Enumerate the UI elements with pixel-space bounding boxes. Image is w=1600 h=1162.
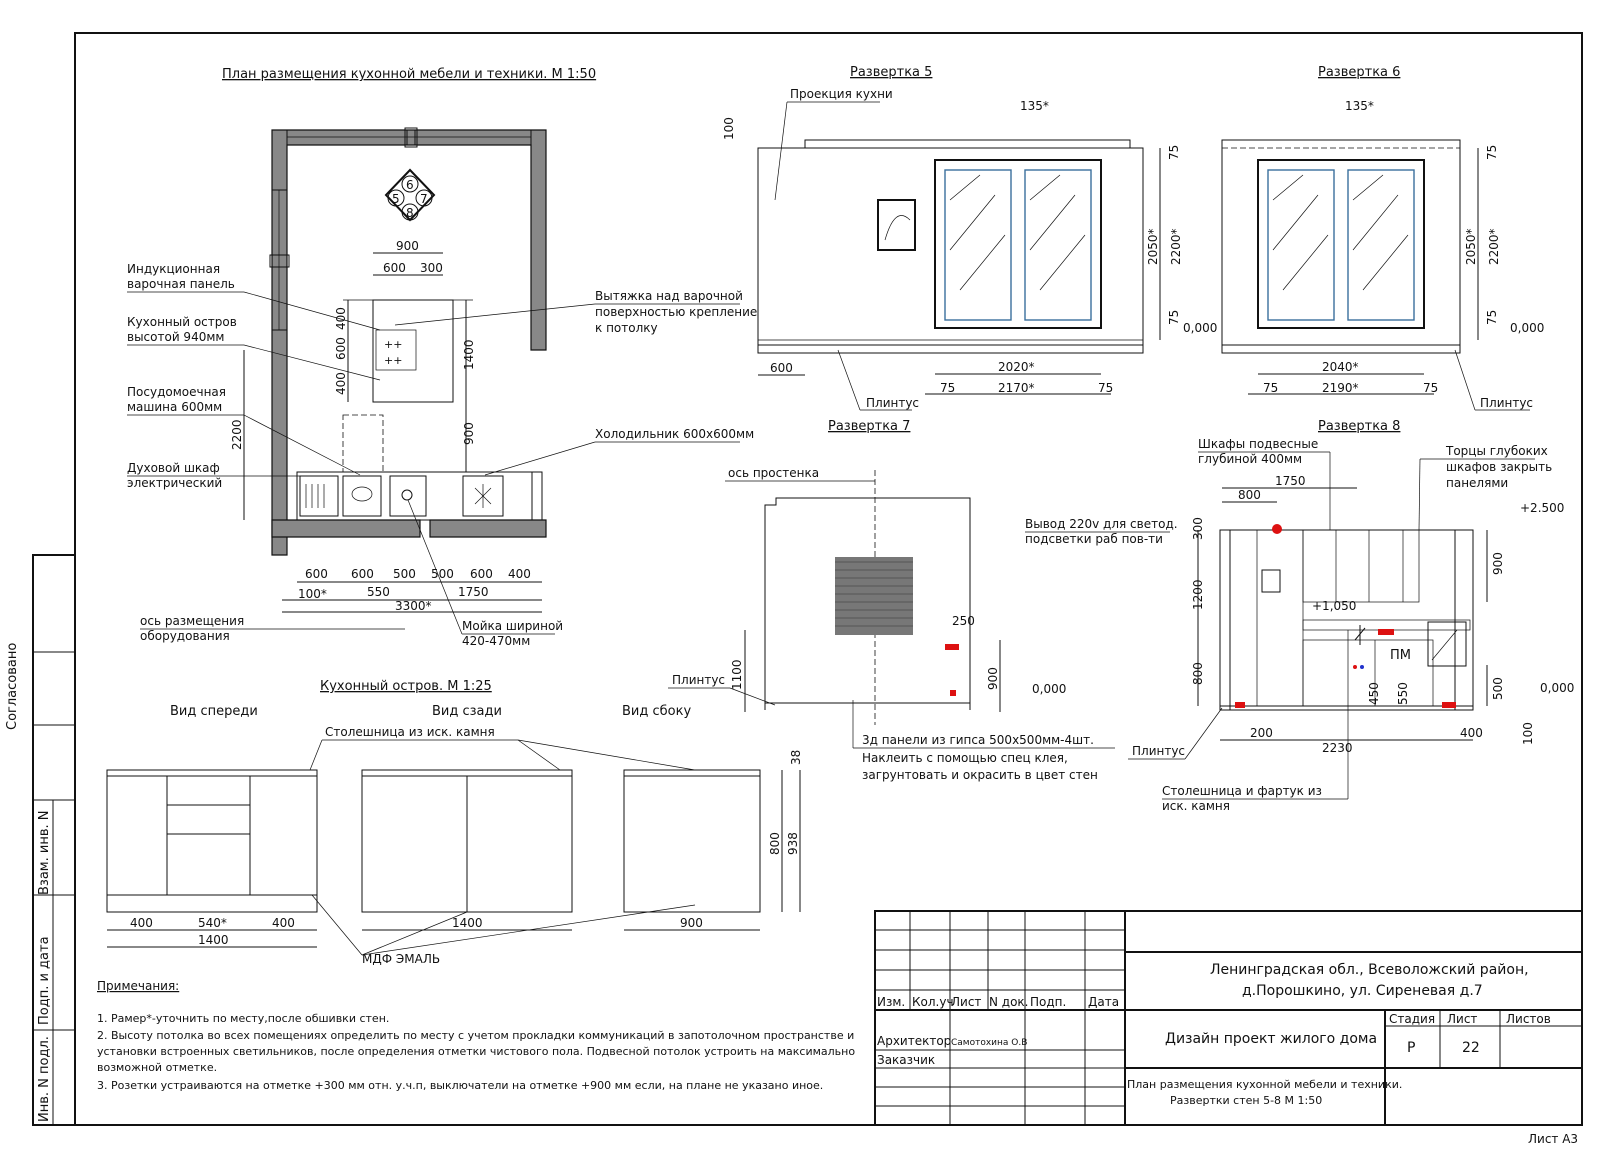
razv8-cab-1: Шкафы подвесные — [1198, 437, 1319, 451]
plan-label-hob-2: варочная панель — [127, 277, 235, 291]
island-d540: 540* — [198, 916, 227, 930]
razv5-d2020: 2020* — [998, 360, 1035, 374]
razv5-d2050: 2050* — [1146, 228, 1160, 265]
razv5-d75a: 75 — [1167, 144, 1181, 160]
plan-dim-100: 100* — [298, 587, 327, 601]
plan-wall-bottom — [272, 520, 420, 537]
notes-item-1: 1. Рамер*-уточнить по месту,после обшивки стен. — [97, 1012, 390, 1025]
plan-label-hob-1: Индукционная — [127, 262, 221, 276]
razv5-d2170: 2170* — [998, 381, 1035, 395]
plan-label-hood-2: поверхностью крепление — [595, 305, 758, 319]
razv8-d300: 300 — [1191, 517, 1205, 540]
razv8-d800v: 800 — [1191, 662, 1205, 685]
island-d400b: 400 — [272, 916, 295, 930]
stamp-drawing-1: План размещения кухонной мебели и техники. — [1127, 1078, 1403, 1091]
stamp-architect: Архитектор — [877, 1034, 952, 1048]
plan-dim-600: 600 — [383, 261, 406, 275]
razv8-counter-1: Столешница и фартук из — [1162, 784, 1322, 798]
razv8-level-top: +2.500 — [1520, 501, 1565, 515]
razv8-ends-3: панелями — [1446, 476, 1509, 490]
island-d800: 800 — [768, 832, 782, 855]
razv7-axis: ось простенка — [728, 466, 820, 480]
razv8-plinth: Плинтус — [1132, 744, 1186, 758]
razv6-title: Развертка 6 — [1318, 65, 1401, 80]
razv6-d75b: 75 — [1485, 309, 1499, 325]
stamp-sheet-label: Лист — [1447, 1012, 1478, 1026]
razv8-d900: 900 — [1491, 552, 1505, 575]
notes-item-4: возможной отметке. — [97, 1061, 218, 1074]
island-label-top: Столешница из иск. камня — [325, 725, 495, 739]
island-label-mdf: МДФ ЭМАЛЬ — [362, 952, 441, 966]
stamp-architect-name: Самотохина О.В — [951, 1038, 1028, 1048]
stamp-h-list: Лист — [951, 995, 982, 1009]
plan-title: План размещения кухонной мебели и техники. М 1:50 — [222, 67, 597, 82]
razv8-d2230: 2230 — [1322, 741, 1353, 755]
plan-dim-b2: 600 — [351, 567, 374, 581]
razv6-d75a: 75 — [1485, 144, 1499, 160]
marker-7: 7 — [420, 192, 428, 206]
razv8-out-1: Вывод 220v для светод. — [1025, 517, 1178, 531]
plan-dim-1400: 1400 — [462, 339, 476, 370]
plan-label-axis-2: оборудования — [140, 629, 230, 643]
plan-walls — [272, 130, 546, 555]
plan-dim-550: 550 — [367, 585, 390, 599]
razv8-ends-2: шкафов закрыть — [1446, 460, 1553, 474]
notes-item-2: 2. Высоту потолка во всех помещениях определить по месту с учетом прокладки коммуникаций в запотолочном пространстве и — [97, 1029, 855, 1042]
razv7-level: 0,000 — [1032, 682, 1067, 696]
razv8-title: Развертка 8 — [1318, 419, 1401, 434]
razv5-plinth: Плинтус — [866, 396, 920, 410]
plan-label-sink-1: Мойка шириной — [462, 619, 564, 633]
plan-label-fridge: Холодильник 600х600мм — [595, 427, 755, 441]
stamp-h-data: Дата — [1088, 995, 1120, 1009]
stamp-h-podp: Подп. — [1030, 995, 1067, 1009]
razv5-d2200: 2200* — [1169, 228, 1183, 265]
razv8-cab-2: глубиной 400мм — [1198, 452, 1303, 466]
title-block — [875, 911, 1582, 1125]
plan-label-oven-1: Духовой шкаф — [127, 461, 220, 475]
island-view-back: Вид сзади — [432, 704, 502, 719]
razv7 — [668, 419, 1115, 782]
razv5-title: Развертка 5 — [850, 65, 933, 80]
razv7-d900: 900 — [986, 667, 1000, 690]
razv5-proj: Проекция кухни — [790, 87, 893, 101]
stamp-h-kol: Кол.уч — [912, 995, 954, 1009]
razv6-d75d: 75 — [1423, 381, 1439, 395]
plan-dim-3300: 3300* — [395, 599, 432, 613]
plan-wall-bottom2 — [430, 520, 546, 537]
island-d38: 38 — [789, 749, 803, 765]
razv8-d1750: 1750 — [1275, 474, 1306, 488]
razv5-d100: 100 — [722, 117, 736, 140]
stamp-sheet: 22 — [1462, 1040, 1480, 1056]
island-d400a: 400 — [130, 916, 153, 930]
stamp-h-izm: Изм. — [877, 995, 906, 1009]
razv7-panel-3: загрунтовать и окрасить в цвет стен — [862, 768, 1098, 782]
razv8 — [1025, 419, 1574, 813]
plan-dim-900v: 900 — [462, 422, 476, 445]
marker-6: 6 — [406, 178, 414, 192]
razv8-d100: 100 — [1521, 722, 1535, 745]
razv6-d75c: 75 — [1263, 381, 1279, 395]
plan-label-island-2: высотой 940мм — [127, 330, 225, 344]
plan-dim-2200: 2200 — [230, 419, 244, 450]
plan-elevation-markers — [386, 170, 434, 220]
plan-dim-v600: 600 — [334, 337, 348, 360]
razv8-d1200: 1200 — [1191, 579, 1205, 610]
island-d1400b: 1400 — [452, 916, 483, 930]
plan-dim-b4: 500 — [431, 567, 454, 581]
island-view-side: Вид сбоку — [622, 704, 692, 719]
plan-dim-b6: 400 — [508, 567, 531, 581]
razv5-d600: 600 — [770, 361, 793, 375]
svg-text:++: ++ — [384, 338, 403, 351]
plan-label-hood-3: к потолку — [595, 321, 658, 335]
island-d1400a: 1400 — [198, 933, 229, 947]
notes-item-5: 3. Розетки устраиваются на отметке +300 мм отн. у.ч.п, выключатели на отметке +900 мм если, на плане не указано иное. — [97, 1079, 824, 1092]
plan-label-sink-2: 420-470мм — [462, 634, 531, 648]
razv8-counter-2: иск. камня — [1162, 799, 1230, 813]
razv7-panel-2: Наклеить с помощью спец клея, — [862, 751, 1068, 765]
razv6-d135: 135* — [1345, 99, 1374, 113]
side-inv-n: Взам. инв. N — [37, 810, 52, 895]
plan-dim-v400a: 400 — [334, 307, 348, 330]
stamp-drawing-2: Развертки стен 5-8 М 1:50 — [1170, 1094, 1323, 1107]
razv8-ends-1: Торцы глубоких — [1446, 444, 1548, 458]
stamp-stage-label: Стадия — [1389, 1012, 1436, 1026]
razv6-d2040: 2040* — [1322, 360, 1359, 374]
stamp-address-1: Ленинградская обл., Всеволожский район, — [1210, 962, 1529, 978]
plan-island — [373, 300, 453, 402]
razv8-d400: 400 — [1460, 726, 1483, 740]
marker-5: 5 — [392, 192, 400, 206]
plan-label-hood-1: Вытяжка над варочной — [595, 289, 743, 303]
notes-item-3: установки встроенных светильников, после определения отметки чистового пола. Подвесной потолок устроить на максимально — [97, 1045, 856, 1058]
island-title: Кухонный остров. М 1:25 — [320, 679, 492, 694]
razv6-d2190: 2190* — [1322, 381, 1359, 395]
razv5-d75c: 75 — [940, 381, 956, 395]
razv6-plinth: Плинтус — [1480, 396, 1534, 410]
stamp-h-ndok: N док. — [989, 995, 1029, 1009]
side-agreed: Согласовано — [5, 642, 20, 730]
razv8-d550: 550 — [1396, 682, 1410, 705]
plan-dim-b3: 500 — [393, 567, 416, 581]
plan-label-dw-2: машина 600мм — [127, 400, 223, 414]
razv7-title: Развертка 7 — [828, 419, 911, 434]
stamp-client: Заказчик — [877, 1053, 936, 1067]
plan-label-dw-1: Посудомоечная — [127, 385, 226, 399]
razv8-level-0: 0,000 — [1540, 681, 1575, 695]
razv6 — [1222, 65, 1544, 410]
stamp-stage: Р — [1407, 1040, 1416, 1056]
plan-dim-b5: 600 — [470, 567, 493, 581]
stamp-project: Дизайн проект жилого дома — [1165, 1031, 1378, 1047]
razv6-d2200: 2200* — [1487, 228, 1501, 265]
side-sign: Подп. и дата — [37, 936, 52, 1025]
plan-dim-1750: 1750 — [458, 585, 489, 599]
razv5-d135: 135* — [1020, 99, 1049, 113]
razv5-d75b: 75 — [1167, 309, 1181, 325]
kitchen-plan — [127, 67, 757, 648]
razv5 — [722, 65, 1217, 410]
razv8-level-mid: +1,050 — [1312, 599, 1357, 613]
island-views — [107, 679, 803, 966]
razv8-d500: 500 — [1491, 677, 1505, 700]
razv8-d200: 200 — [1250, 726, 1273, 740]
sheet-format: Лист А3 — [1528, 1132, 1579, 1146]
plan-dim-900: 900 — [396, 239, 419, 253]
razv7-plinth: Плинтус — [672, 673, 726, 687]
razv7-d250: 250 — [952, 614, 975, 628]
notes-title: Примечания: — [97, 979, 180, 993]
island-d900: 900 — [680, 916, 703, 930]
plan-label-island-1: Кухонный остров — [127, 315, 237, 329]
notes — [97, 979, 855, 1092]
razv5-level: 0,000 — [1183, 321, 1218, 335]
razv6-d2050: 2050* — [1464, 228, 1478, 265]
razv8-d800: 800 — [1238, 488, 1261, 502]
island-d938: 938 — [786, 832, 800, 855]
plan-dim-v400b: 400 — [334, 372, 348, 395]
razv7-d1100: 1100 — [730, 659, 744, 690]
plan-dim-300: 300 — [420, 261, 443, 275]
plan-counter — [297, 472, 542, 520]
side-inv-podl: Инв. N подл. — [37, 1036, 52, 1122]
razv5-d75d: 75 — [1098, 381, 1114, 395]
razv7-3d-panel — [835, 557, 913, 635]
razv8-d450: 450 — [1367, 682, 1381, 705]
razv6-level: 0,000 — [1510, 321, 1545, 335]
razv8-out-2: подсветки раб пов-ти — [1025, 532, 1163, 546]
stamp-sheets-label: Листов — [1506, 1012, 1551, 1026]
svg-text:++: ++ — [384, 354, 403, 367]
plan-label-axis-1: ось размещения — [140, 614, 245, 628]
plan-label-oven-2: электрический — [127, 476, 223, 490]
stamp-address-2: д.Порошкино, ул. Сиреневая д.7 — [1242, 983, 1483, 999]
marker-8: 8 — [406, 206, 414, 220]
island-view-front: Вид спереди — [170, 704, 258, 719]
razv8-pm: ПМ — [1390, 648, 1411, 663]
plan-dim-b1: 600 — [305, 567, 328, 581]
razv7-panel-1: 3д панели из гипса 500х500мм-4шт. — [862, 733, 1094, 747]
